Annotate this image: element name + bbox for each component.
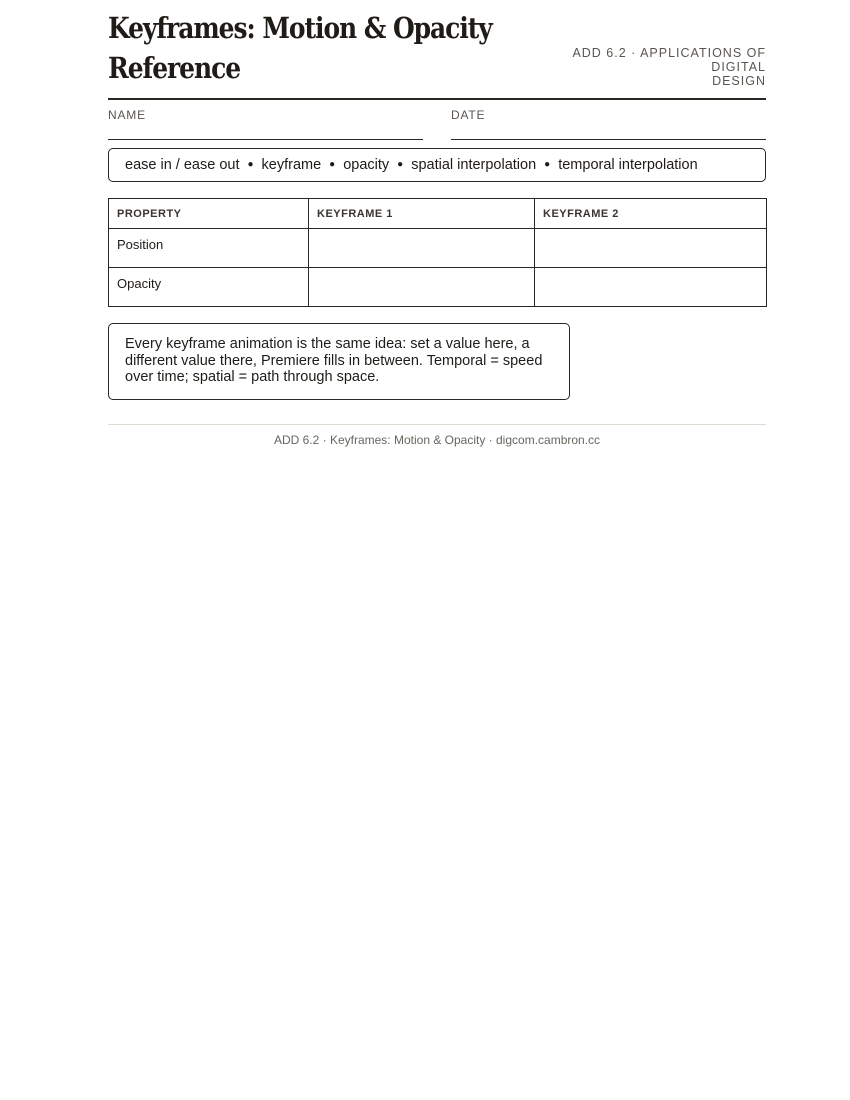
keyframe-2-answer-cell[interactable] xyxy=(535,268,767,307)
table-row xyxy=(109,268,767,307)
table-header-row xyxy=(109,199,767,229)
word-bank xyxy=(108,148,766,182)
course-line-1: ADD 6.2 · APPLICATIONS OF DIGITAL xyxy=(572,46,766,74)
keyframe-1-answer-cell[interactable] xyxy=(309,268,535,307)
page-title xyxy=(108,8,492,88)
column-header-keyframe-2: KEYFRAME 2 xyxy=(535,199,767,229)
title-line-1: Keyframes: Motion & Opacity xyxy=(108,11,492,45)
word-bank-term: spatial interpolation xyxy=(411,157,537,173)
concept-note: Every keyframe animation is the same idea: set a value here, a different value there, Premiere fills in between. Temporal = speed over time; spatial = path through space. xyxy=(108,323,570,400)
name-field[interactable] xyxy=(108,108,423,140)
worksheet xyxy=(108,12,766,447)
bullet-separator: ● xyxy=(397,158,404,170)
bullet-separator: ● xyxy=(247,158,254,170)
word-bank-term: keyframe xyxy=(261,157,322,173)
title-line-2: Reference xyxy=(108,51,241,85)
bullet-separator: ● xyxy=(329,158,336,170)
word-bank-term: temporal interpolation xyxy=(558,157,698,173)
bullet-separator: ● xyxy=(544,158,551,170)
date-label: DATE xyxy=(451,108,486,122)
keyframe-1-answer-cell[interactable] xyxy=(309,229,535,268)
property-cell: Position xyxy=(109,229,309,268)
column-header-keyframe-1: KEYFRAME 1 xyxy=(309,199,535,229)
column-header-property: PROPERTY xyxy=(109,199,309,229)
word-bank-term: ease in / ease out xyxy=(125,157,240,173)
course-label xyxy=(528,46,766,88)
course-line-2: DESIGN xyxy=(712,74,766,88)
student-fields xyxy=(108,108,766,140)
header xyxy=(108,12,766,100)
name-label: NAME xyxy=(108,108,146,122)
property-cell: Opacity xyxy=(109,268,309,307)
keyframe-table xyxy=(108,198,767,307)
date-field[interactable] xyxy=(451,108,766,140)
footer: ADD 6.2 · Keyframes: Motion & Opacity · digcom.cambron.cc xyxy=(108,424,766,447)
table-row xyxy=(109,229,767,268)
keyframe-2-answer-cell[interactable] xyxy=(535,229,767,268)
word-bank-term: opacity xyxy=(343,157,390,173)
